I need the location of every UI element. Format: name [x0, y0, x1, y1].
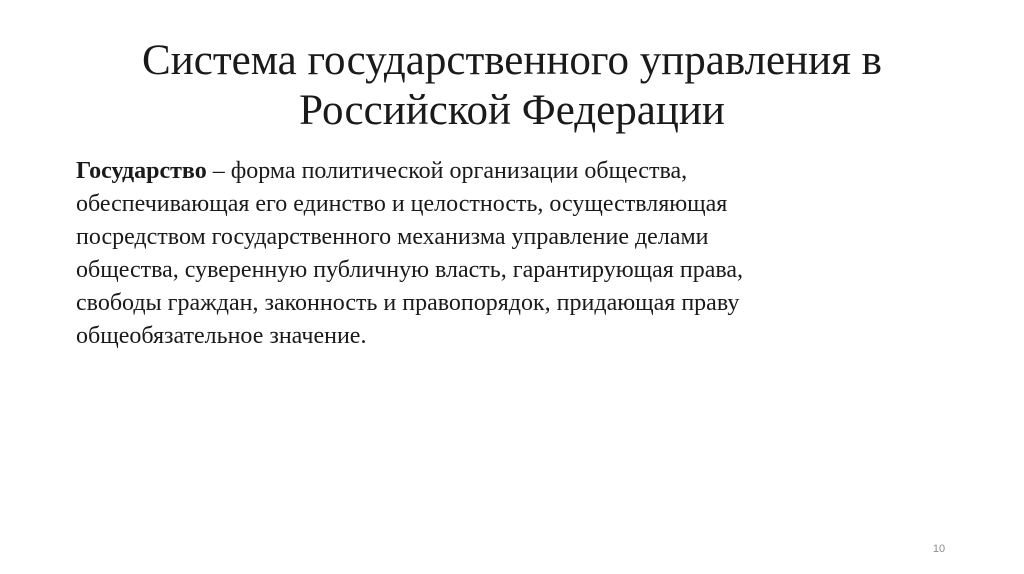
page-number: 10	[932, 543, 946, 555]
slide-title	[60, 36, 964, 136]
definition-line-2: обеспечивающая его единство и целостность, осуществляющая	[76, 191, 728, 217]
definition-line-1: – форма политической организации общества,	[206, 158, 688, 184]
definition-line-3: посредством государственного механизма управление делами	[76, 224, 709, 250]
definition-paragraph	[76, 155, 956, 353]
definition-line-4: общества, суверенную публичную власть, гарантирующая права,	[76, 257, 744, 283]
slide-title-line-2: Российской Федерации	[299, 87, 725, 134]
defined-term: Государство	[76, 158, 207, 184]
definition-line-6: общеобязательное значение.	[76, 323, 367, 349]
slide-title-line-1: Система государственного управления в	[142, 37, 882, 84]
definition-line-5: свободы граждан, законность и правопорядок, придающая праву	[76, 290, 740, 316]
